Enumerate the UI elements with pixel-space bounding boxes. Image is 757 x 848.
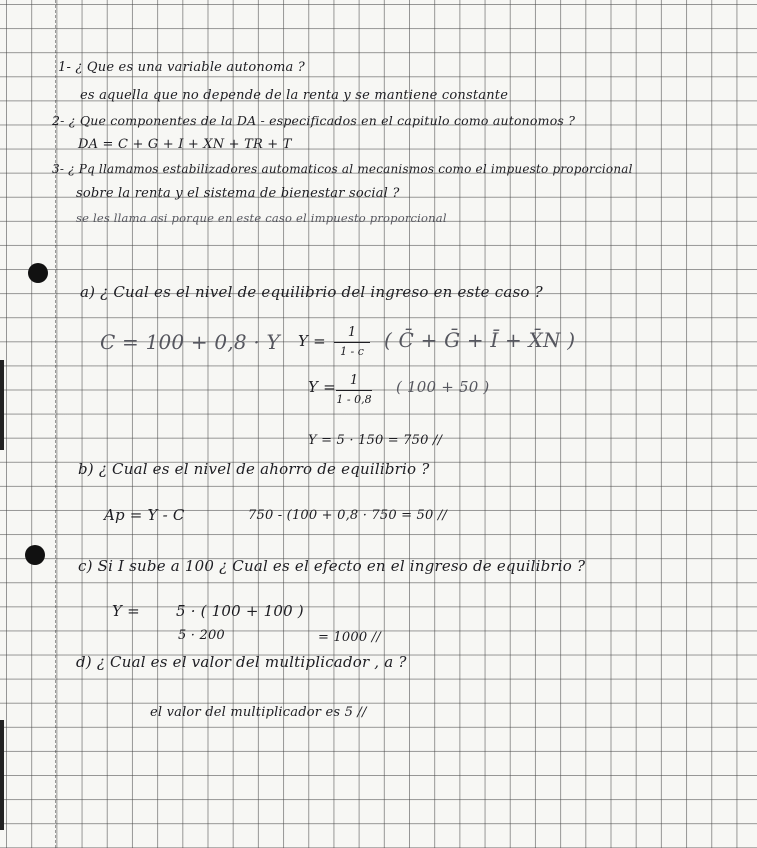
- equation-2-lhs: Y =: [308, 378, 336, 396]
- fraction-numerator: 1: [347, 325, 357, 340]
- savings-definition: Ap = Y - C: [104, 506, 185, 524]
- equation-3: Y = 5 · 150 = 750 //: [308, 433, 443, 448]
- answer-3: se les llama asi porque en este caso el impuesto proporcional: [76, 211, 447, 225]
- binder-hole-bottom: [25, 545, 45, 565]
- page-edge-mark: [0, 360, 4, 450]
- equation-1-lhs: Y =: [298, 332, 326, 350]
- question-2: 2- ¿ Que componentes de la DA - especificados en el capitulo como autonomos ?: [52, 113, 576, 128]
- equation-1-fraction: [334, 326, 370, 358]
- part-c-simplified: 5 · 200: [178, 628, 225, 643]
- equation-1-rhs: ( C̄ + Ḡ + Ī + X̄N ): [384, 328, 576, 352]
- savings-calculation: 750 - (100 + 0,8 · 750 = 50 //: [248, 508, 447, 523]
- fraction-denominator: 1 - c: [340, 345, 364, 358]
- answer-1: es aquella que no depende de la renta y se mantiene constante: [80, 88, 509, 103]
- part-c-question: c) Si I sube a 100 ¿ Cual es el efecto en el ingreso de equilibrio ?: [78, 557, 586, 575]
- answer-2: DA = C + G + I + XN + TR + T: [78, 137, 292, 152]
- part-c-expression: 5 · ( 100 + 100 ): [176, 602, 304, 620]
- fraction-denominator: 1 - 0,8: [336, 393, 372, 406]
- equation-2-fraction: [336, 374, 372, 406]
- question-3-line-2: sobre la renta y el sistema de bienestar social ?: [76, 186, 400, 201]
- consumption-function: C = 100 + 0,8 · Y: [100, 330, 280, 354]
- part-c-result: = 1000 //: [318, 630, 381, 645]
- question-1: 1- ¿ Que es una variable autonoma ?: [58, 60, 305, 75]
- fraction-numerator: 1: [349, 373, 359, 388]
- fraction-bar: [336, 390, 372, 391]
- equation-2-rhs: ( 100 + 50 ): [396, 378, 490, 396]
- question-3-line-1: 3- ¿ Pq llamamos estabilizadores automaticos al mecanismos como el impuesto proporcional: [52, 162, 633, 176]
- part-b-question: b) ¿ Cual es el nivel de ahorro de equilibrio ?: [78, 460, 430, 478]
- binder-hole-top: [28, 263, 48, 283]
- part-a-question: a) ¿ Cual es el nivel de equilibrio del ingreso en este caso ?: [80, 283, 543, 301]
- part-d-answer: el valor del multiplicador es 5 //: [150, 705, 367, 720]
- part-d-question: d) ¿ Cual es el valor del multiplicador , a ?: [76, 653, 407, 671]
- fraction-bar: [334, 342, 370, 343]
- part-c-lhs: Y =: [112, 602, 140, 620]
- page-edge-mark: [0, 720, 4, 830]
